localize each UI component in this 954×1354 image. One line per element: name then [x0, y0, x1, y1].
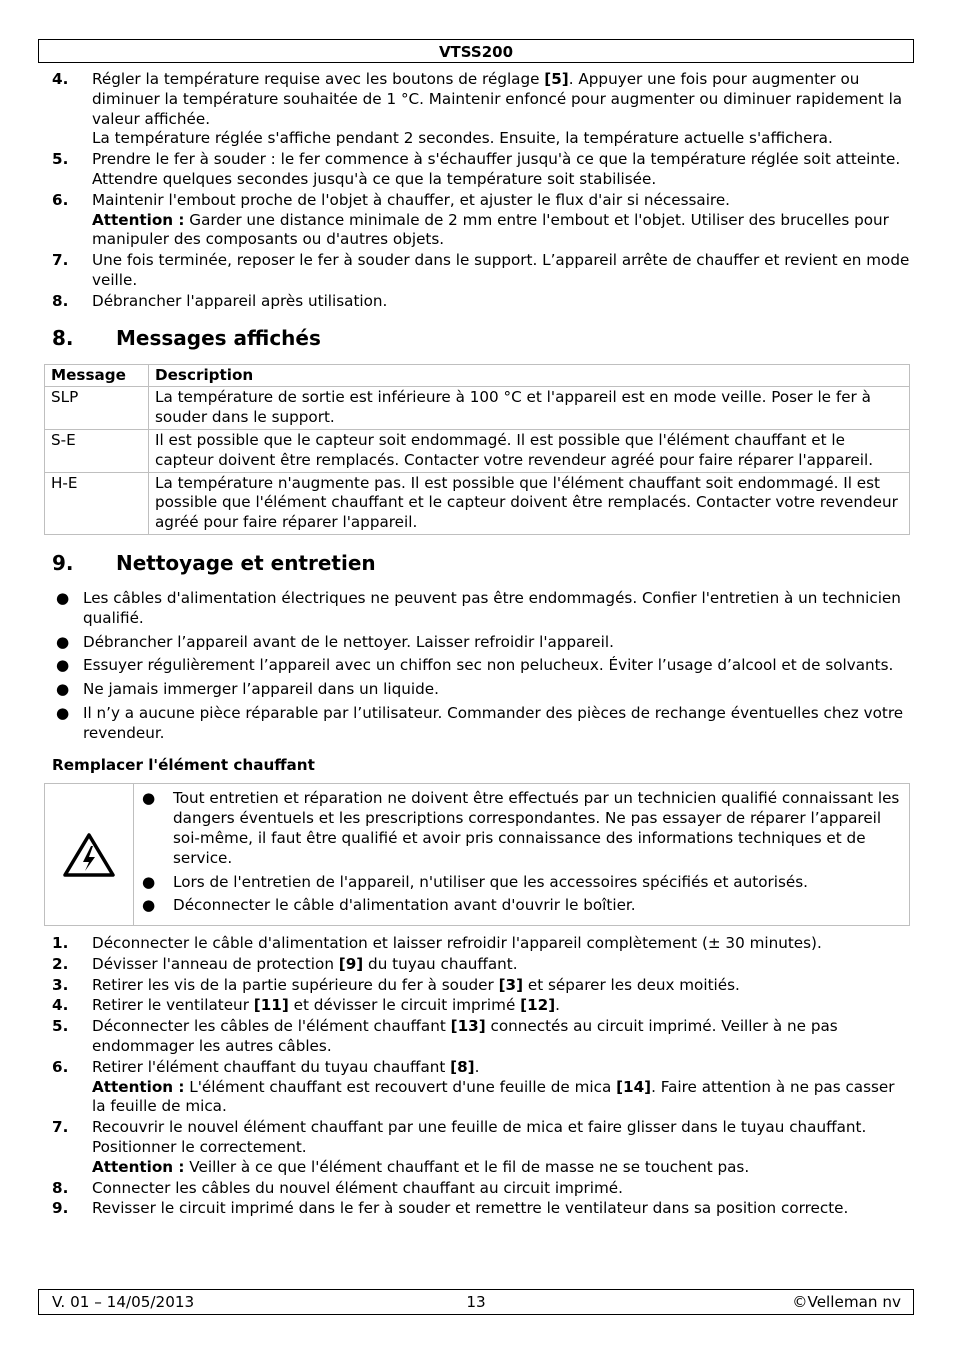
- step-text: [92, 251, 909, 289]
- step-number: 1.: [52, 934, 69, 953]
- step-text-bold: Attention :: [92, 1157, 185, 1176]
- step-item: [44, 934, 910, 954]
- step-text-run: La température réglée s'affiche pendant 2 secondes. Ensuite, la température actuelle s'affichera.: [92, 129, 833, 148]
- table-row: [45, 387, 910, 430]
- step-text-run: et séparer les deux moitiés.: [523, 975, 740, 994]
- step-text-run: et dévisser le circuit imprimé: [288, 996, 521, 1015]
- list-item-text: Ne jamais immerger l’appareil dans un liquide.: [83, 680, 439, 699]
- table-header-row: [45, 364, 910, 387]
- step-number: 3.: [52, 975, 69, 994]
- list-item: [134, 789, 903, 868]
- step-text-run: Connecter les câbles du nouvel élément chauffant au circuit imprimé.: [92, 1178, 623, 1197]
- step-number: 8.: [52, 291, 69, 310]
- section-heading-messages: [44, 326, 910, 350]
- bullet-icon: ●: [56, 680, 70, 699]
- step-number: 2.: [52, 954, 69, 973]
- step-text-run: Revisser le circuit imprimé dans le fer à souder et remettre le ventilateur dans sa position correcte.: [92, 1199, 849, 1218]
- step-item: [44, 1017, 910, 1057]
- version-date: V. 01 – 14/05/2013: [52, 1293, 195, 1311]
- step-item: [44, 1179, 910, 1199]
- step-text-bold: [9]: [338, 954, 364, 973]
- step-text-run: Garder une distance minimale de 2 mm entre l'embout et l'objet. Utiliser des brucelles pour manipuler des composants ou d'autres objets.: [92, 210, 889, 249]
- section-title: Messages affichés: [116, 325, 321, 350]
- page-header: [38, 39, 914, 63]
- step-text-run: . Appuyer une fois pour augmenter ou diminuer la température souhaitée de 1 °C. Maintenir enfoncé pour augmenter ou diminuer rapidement la valeur affichée.: [92, 70, 903, 128]
- message-description: La température n'augmente pas. Il est possible que l'élément chauffant soit endommagé. Il est possible que l'élément chauffant et le capteur doivent être remplacés. Contacter votre revendeur agréé pour faire réparer l'appareil.: [149, 472, 910, 534]
- list-item-text: Tout entretien et réparation ne doivent être effectués par un technicien qualifié connaissant les dangers éventuels et les prescriptions correspondantes. Ne pas essayer de réparer l’appareil soi-même, il faut être qualifié et avoir pris connaissance des informations techniques et de service.: [173, 789, 900, 867]
- message-description: Il est possible que le capteur soit endommagé. Il est possible que l'élément chauffant et le capteur doivent être remplacés. Contacter votre revendeur agréé pour faire réparer l'appareil.: [149, 429, 910, 472]
- step-text-run: Déconnecter les câbles de l'élément chauffant: [92, 1017, 451, 1036]
- step-text: [92, 1118, 866, 1176]
- step-text: [92, 934, 822, 952]
- message-code: SLP: [45, 387, 149, 430]
- message-code: H-E: [45, 472, 149, 534]
- warning-icon-cell: [45, 784, 134, 925]
- bullet-icon: ●: [142, 896, 156, 915]
- subsection-title: Remplacer l'élément chauffant: [52, 755, 315, 774]
- list-item: [44, 633, 910, 653]
- message-description: La température de sortie est inférieure à 100 °C et l'appareil est en mode veille. Poser le fer à souder dans le support.: [149, 387, 910, 430]
- step-text-run: Retirer les vis de la partie supérieure du fer à souder: [92, 975, 499, 994]
- step-number: 6.: [52, 1057, 69, 1076]
- messages-table: [44, 364, 910, 535]
- step-number: 9.: [52, 1199, 69, 1218]
- step-item: [44, 251, 910, 291]
- step-text-run: du tuyau chauffant.: [363, 954, 518, 973]
- page-footer: [38, 1289, 914, 1315]
- step-item: [44, 1118, 910, 1177]
- section-number: 9.: [52, 550, 74, 575]
- steps-list-top: [44, 70, 910, 312]
- list-item: [44, 680, 910, 700]
- step-text-bold: Attention :: [92, 210, 185, 229]
- message-code: S-E: [45, 429, 149, 472]
- step-number: 5.: [52, 1017, 69, 1036]
- step-number: 5.: [52, 150, 69, 169]
- section-title: Nettoyage et entretien: [116, 550, 376, 575]
- step-text-run: Recouvrir le nouvel élément chauffant par une feuille de mica et faire glisser dans le tuyau chauffant. Positionner le correctement.: [92, 1118, 867, 1157]
- list-item-text: Débrancher l’appareil avant de le nettoyer. Laisser refroidir l'appareil.: [83, 632, 614, 651]
- step-text-bold: [11]: [253, 996, 289, 1015]
- step-text-bold: Attention :: [92, 1077, 185, 1096]
- step-text-run: Débrancher l'appareil après utilisation.: [92, 291, 388, 310]
- bullet-icon: ●: [56, 703, 70, 722]
- step-item: [44, 955, 910, 975]
- step-text-run: Maintenir l'embout proche de l'objet à chauffer, et ajuster le flux d'air si nécessaire.: [92, 190, 731, 209]
- step-text-run: Dévisser l'anneau de protection: [92, 954, 339, 973]
- warning-bullet-list: [134, 789, 903, 916]
- step-text-bold: [12]: [520, 996, 556, 1015]
- table-row: [45, 429, 910, 472]
- step-text-bold: [13]: [450, 1017, 486, 1036]
- step-item: [44, 1058, 910, 1117]
- step-text-run: .: [555, 996, 560, 1015]
- copyright: ©Velleman nv: [792, 1293, 901, 1311]
- step-text-run: Régler la température requise avec les boutons de réglage: [92, 70, 545, 88]
- list-item-text: Essuyer régulièrement l’appareil avec un chiffon sec non pelucheux. Éviter l’usage d’alcool et de solvants.: [83, 656, 894, 675]
- warning-text-cell: [134, 784, 909, 925]
- list-item: [44, 589, 910, 629]
- bullet-icon: ●: [56, 656, 70, 675]
- step-text: [92, 1017, 838, 1055]
- step-text-run: Veiller à ce que l'élément chauffant et le fil de masse ne se touchent pas.: [184, 1157, 750, 1176]
- list-item: [134, 896, 903, 916]
- step-text: [92, 70, 902, 147]
- step-item: [44, 976, 910, 996]
- cleaning-bullet-list: [44, 589, 910, 744]
- step-text-bold: [5]: [544, 70, 569, 88]
- step-text-run: .: [474, 1057, 480, 1076]
- column-header-message: Message: [45, 364, 149, 387]
- step-text-bold: [3]: [498, 975, 524, 994]
- step-text: [92, 191, 889, 249]
- step-text: [92, 996, 560, 1014]
- step-text: [92, 1179, 623, 1197]
- step-text: [92, 292, 387, 310]
- list-item-text: Il n’y a aucune pièce réparable par l’utilisateur. Commander des pièces de rechange éventuelles chez votre revendeur.: [83, 703, 904, 742]
- step-item: [44, 70, 910, 149]
- list-item: [134, 873, 903, 893]
- warning-box: [44, 783, 910, 926]
- step-item: [44, 996, 910, 1016]
- step-text-run: Retirer l'élément chauffant du tuyau chauffant: [92, 1057, 451, 1076]
- step-number: 8.: [52, 1178, 69, 1197]
- step-text-run: connectés au circuit imprimé. Veiller à ne pas endommager les autres câbles.: [92, 1017, 838, 1056]
- bullet-icon: ●: [142, 789, 156, 808]
- step-text: [92, 1199, 848, 1217]
- step-item: [44, 150, 910, 190]
- step-number: 7.: [52, 251, 69, 270]
- step-text-run: Déconnecter le câble d'alimentation et laisser refroidir l'appareil complètement (± 30 minutes).: [92, 934, 822, 953]
- page-content: [44, 70, 910, 1220]
- section-number: 8.: [52, 325, 74, 350]
- step-text-run: Une fois terminée, reposer le fer à souder dans le support. L’appareil arrête de chauffer et revient en mode veille.: [92, 251, 910, 289]
- table-row: [45, 472, 910, 534]
- step-item: [44, 191, 910, 250]
- step-number: 6.: [52, 190, 69, 209]
- step-item: [44, 1199, 910, 1219]
- list-item-text: Déconnecter le câble d'alimentation avant d'ouvrir le boîtier.: [173, 896, 636, 915]
- electric-hazard-icon: [62, 832, 116, 878]
- step-text-run: . Faire attention à ne pas casser la feuille de mica.: [92, 1077, 895, 1116]
- list-item-text: Les câbles d'alimentation électriques ne peuvent pas être endommagés. Confier l'entretien à un technicien qualifié.: [83, 588, 901, 627]
- step-text-run: Retirer le ventilateur: [92, 996, 254, 1015]
- step-text-bold: [8]: [450, 1057, 475, 1076]
- bullet-icon: ●: [56, 632, 70, 651]
- step-text: [92, 955, 518, 973]
- column-header-description: Description: [149, 364, 910, 387]
- list-item-text: Lors de l'entretien de l'appareil, n'utiliser que les accessoires spécifiés et autorisés.: [173, 872, 808, 891]
- step-number: 7.: [52, 1118, 69, 1137]
- bullet-icon: ●: [56, 588, 70, 607]
- step-text-bold: [14]: [616, 1077, 652, 1096]
- list-item: [44, 704, 910, 744]
- steps-list-bottom: [44, 934, 910, 1219]
- model-name: VTSS200: [438, 43, 514, 61]
- step-text-run: L'élément chauffant est recouvert d'une feuille de mica: [184, 1077, 617, 1096]
- step-number: 4.: [52, 996, 69, 1015]
- step-text: [92, 150, 900, 188]
- list-item: [44, 656, 910, 676]
- step-text: [92, 1058, 895, 1116]
- step-item: [44, 292, 910, 312]
- step-number: 4.: [52, 70, 69, 88]
- step-text-run: Prendre le fer à souder : le fer commence à s'échauffer jusqu'à ce que la température réglée soit atteinte. Attendre quelques secondes jusqu'à ce que la température soit stabilisée.: [92, 150, 901, 188]
- step-text: [92, 976, 740, 994]
- section-heading-cleaning: [44, 551, 910, 575]
- bullet-icon: ●: [142, 872, 156, 891]
- page-number: 13: [466, 1293, 486, 1311]
